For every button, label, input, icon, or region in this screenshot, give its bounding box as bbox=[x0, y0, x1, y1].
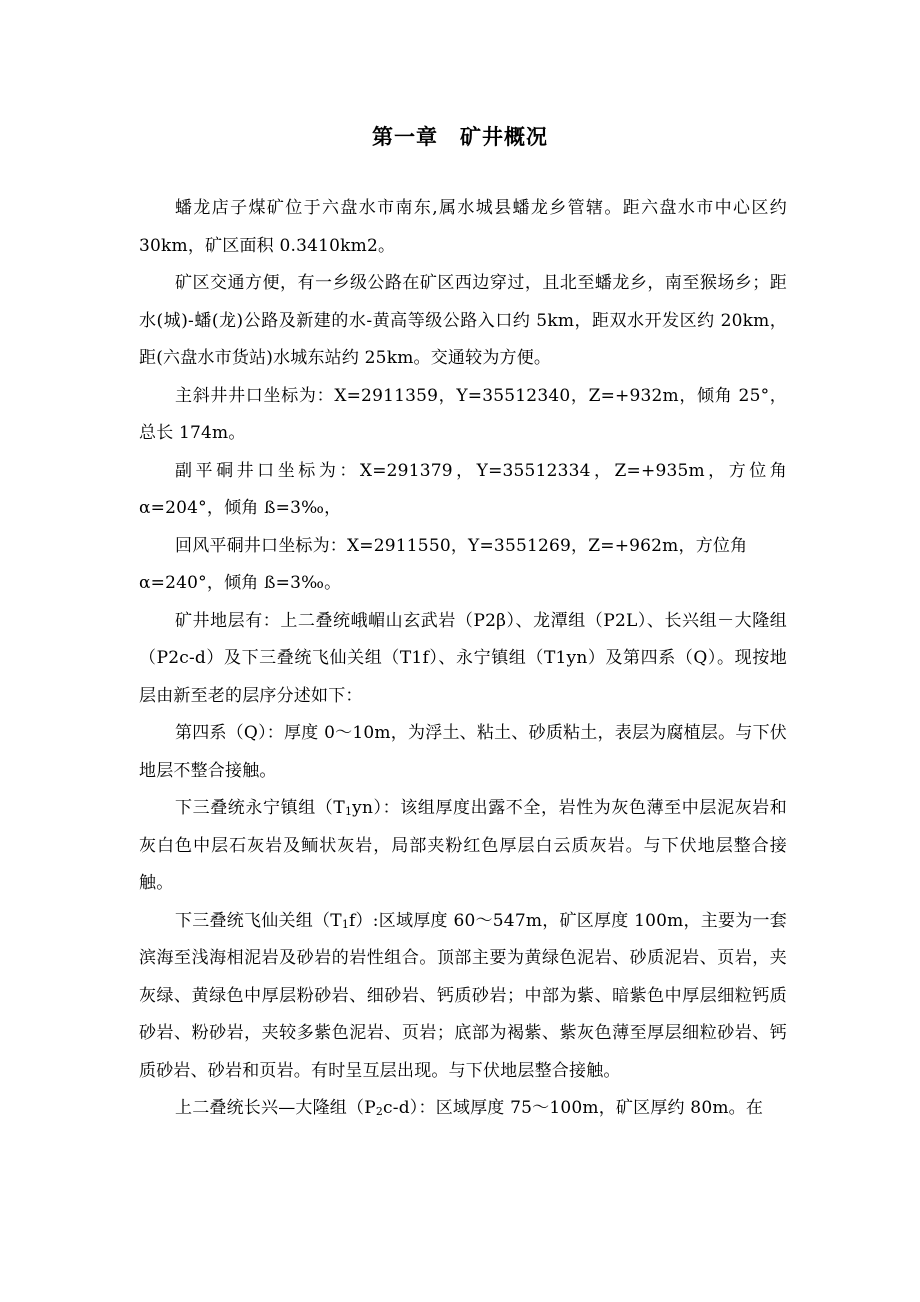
feixianguan-subscript: 1 bbox=[341, 917, 350, 931]
chapter-number: 第一章 bbox=[372, 124, 438, 149]
paragraph-yongningzhen bbox=[139, 790, 787, 903]
paragraph-main-inclined-shaft: 主斜井井口坐标为：X=2911359，Y=35512340，Z=+932m，倾角 25°，总长 174m。 bbox=[139, 385, 787, 443]
paragraph-location: 蟠龙店子煤矿位于六盘水市南东,属水城县蟠龙乡管辖。距六盘水市中心区约 30km，矿区面积 0.3410km2。 bbox=[139, 198, 787, 256]
feixianguan-text-rest: f）:区域厚度 60～547m，矿区厚度 100m，主要为一套滨海至浅海相泥岩及砂岩的岩性组合。顶部主要为黄绿色泥岩、砂质泥岩、页岩，夹灰绿、黄绿色中厚层粉砂岩、细砂岩、钙质砂岩；中部为紫、暗紫色中厚层细粒钙质砂岩、粉砂岩，夹较多紫色泥岩、页岩；底部为褐紫、紫灰色薄至厚层细粒砂岩、钙质砂岩、砂岩和页岩。有时呈互层出现。与下伏地层整合接触。 bbox=[139, 910, 787, 1081]
changxing-subscript: 2 bbox=[375, 1105, 384, 1118]
paragraph-return-air-adit-line2: α=240°，倾角 ß=3‰。 bbox=[139, 573, 342, 593]
yongningzhen-subscript: 1 bbox=[344, 805, 353, 818]
chapter-title bbox=[0, 122, 920, 152]
paragraph-transport: 矿区交通方便，有一乡级公路在矿区西边穿过，且北至蟠龙乡，南至猴场乡；距水(城)-蟠(龙)公路及新建的水-黄高等级公路入口约 5km，距双水开发区约 20km，距(六盘水市货站)水城东站约 25km。交通较为方便。 bbox=[139, 273, 787, 368]
yongningzhen-text-start: 下三叠统永宁镇组（T bbox=[175, 798, 345, 818]
paragraph-strata-overview: 矿井地层有：上二叠统峨嵋山玄武岩（P2β）、龙潭组（P2L）、长兴组－大隆组（P2c-d）及下三叠统飞仙关组（T1f）、永宁镇组（T1yn）及第四系（Q）。现按地层由新至老的层序分述如下： bbox=[139, 610, 787, 706]
document-body bbox=[139, 190, 787, 1128]
yongningzhen-text-rest: yn）：该组厚度出露不全，岩性为灰色薄至中层泥灰岩和灰白色中层石灰岩及鲕状灰岩，局部夹粉红色厚层白云质灰岩。与下伏地层整合接触。 bbox=[139, 798, 787, 893]
paragraph-return-air-adit-line1: 回风平硐井口坐标为：X=2911550，Y=3551269，Z=+962m，方位角 bbox=[175, 535, 748, 556]
chapter-name: 矿井概况 bbox=[460, 124, 548, 149]
feixianguan-text-start: 下三叠统飞仙关组（T bbox=[175, 910, 342, 931]
paragraph-changxing-dalong bbox=[139, 1090, 787, 1128]
paragraph-quaternary: 第四系（Q）：厚度 0～10m，为浮土、粘土、砂质粘土，表层为腐植层。与下伏地层不整合接触。 bbox=[139, 723, 787, 781]
paragraph-feixianguan bbox=[139, 903, 787, 1091]
paragraph-auxiliary-adit: 副平硐井口坐标为：X=291379，Y=35512334，Z=+935m，方位角 α=204°，倾角 ß=3‰， bbox=[139, 460, 787, 518]
changxing-text-rest: c-d）：区域厚度 75～100m，矿区厚约 80m。在 bbox=[383, 1098, 764, 1118]
changxing-text-start: 上二叠统长兴—大隆组（P bbox=[175, 1098, 376, 1118]
